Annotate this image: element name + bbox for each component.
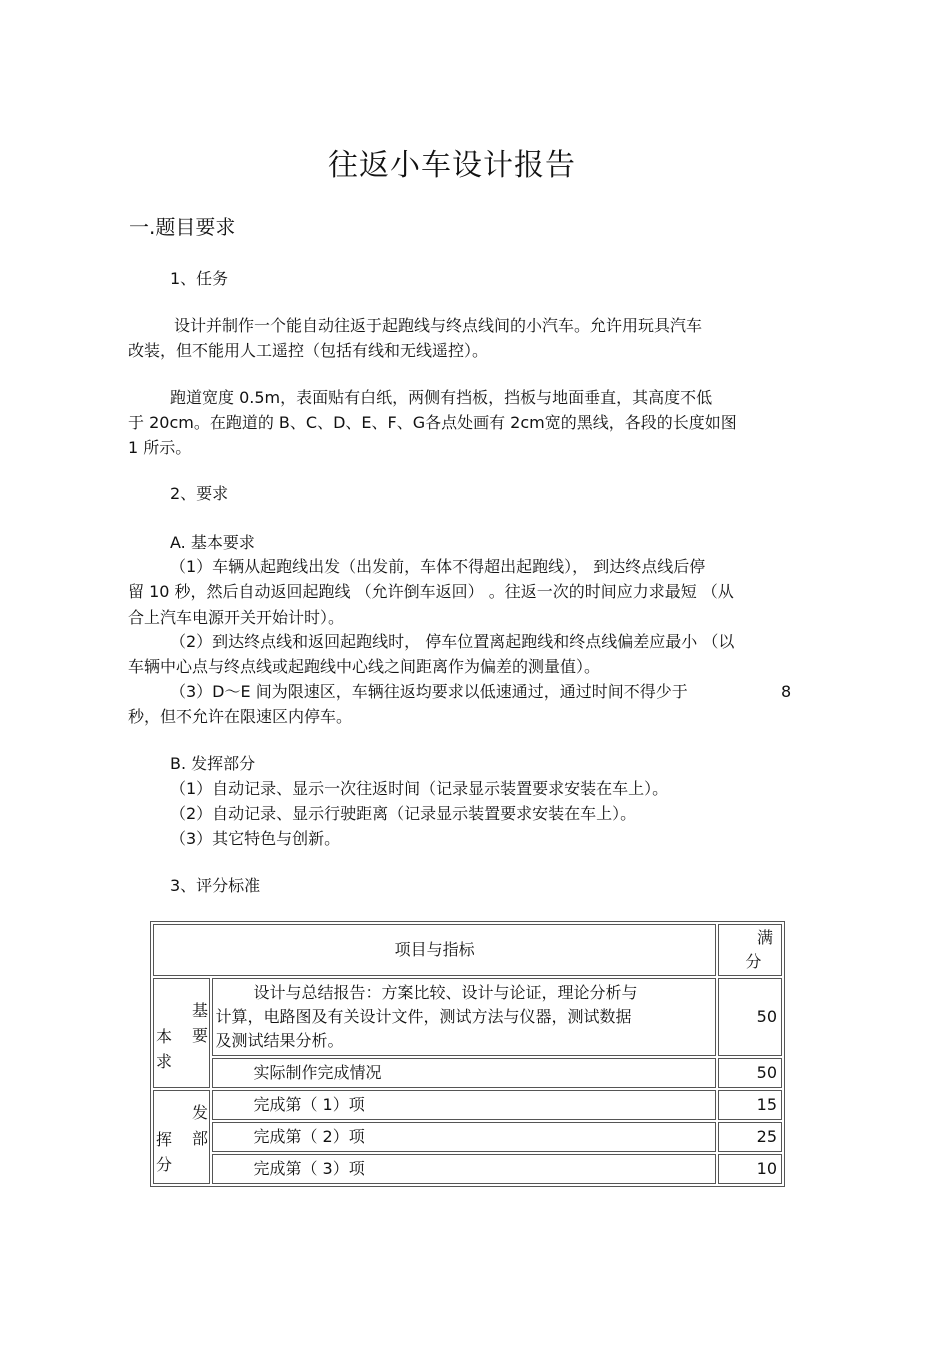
cell-text-line: 计算，电路图及有关设计文件，测试方法与仪器，测试数据 bbox=[215, 1007, 632, 1026]
paragraph-line: 合上汽车电源开关开始计时）。 bbox=[128, 608, 345, 627]
category-char: 分 bbox=[156, 1155, 173, 1174]
table-row bbox=[153, 1154, 782, 1184]
list-item: （2）自动记录、显示行驶距离（记录显示装置要求安装在车上）。 bbox=[170, 804, 637, 823]
table-row bbox=[153, 1090, 782, 1120]
list-item: （3）其它特色与创新。 bbox=[170, 829, 341, 848]
header-item-cell bbox=[153, 924, 716, 976]
paragraph-line: （3）D～E 间为限速区，车辆往返均要求以低速通过，通过时间不得少于 bbox=[170, 682, 688, 701]
category-char: 发 bbox=[192, 1103, 209, 1122]
header-score-cell bbox=[718, 924, 782, 976]
scoring-heading: 3、评分标准 bbox=[170, 876, 261, 895]
table-cell-item: 完成第（ 1）项 bbox=[212, 1090, 716, 1120]
scoring-table bbox=[150, 921, 785, 1187]
paragraph-line: 于 20cm。在跑道的 B、C、D、E、F、G各点处画有 2cm宽的黑线，各段的长度如图 bbox=[128, 413, 737, 432]
table-cell-score: 50 bbox=[718, 1058, 782, 1088]
basic-requirements-heading: A. 基本要求 bbox=[170, 533, 255, 552]
category-char: 要 bbox=[192, 1026, 209, 1045]
category-char: 基 bbox=[192, 1001, 209, 1020]
paragraph-line: 秒，但不允许在限速区内停车。 bbox=[128, 707, 353, 726]
document-title: 往返小车设计报告 bbox=[328, 148, 576, 183]
paragraph-line: 改装，但不能用人工遥控（包括有线和无线遥控）。 bbox=[128, 341, 489, 360]
paragraph-line: 1 所示。 bbox=[128, 438, 192, 457]
table-cell-score: 15 bbox=[718, 1090, 782, 1120]
task-heading: 1、任务 bbox=[170, 269, 229, 288]
category-char: 本 bbox=[156, 1027, 173, 1046]
table-row bbox=[153, 1058, 782, 1088]
table-cell-item bbox=[212, 978, 716, 1056]
header-score-char: 分 bbox=[745, 952, 762, 971]
category-char: 部 bbox=[192, 1129, 209, 1148]
table-cell-item: 完成第（ 3）项 bbox=[212, 1154, 716, 1184]
extension-heading: B. 发挥部分 bbox=[170, 754, 256, 773]
category-char: 求 bbox=[156, 1052, 173, 1071]
cell-text-line: 设计与总结报告：方案比较、设计与论证，理论分析与 bbox=[253, 983, 638, 1002]
paragraph-line: 车辆中心点与终点线或起跑线中心线之间距离作为偏差的测量值）。 bbox=[128, 657, 601, 676]
table-cell-item: 实际制作完成情况 bbox=[212, 1058, 716, 1088]
paragraph-line: （1）车辆从起跑线出发（出发前，车体不得超出起跑线）， 到达终点线后停 bbox=[170, 557, 706, 576]
category-char: 挥 bbox=[156, 1130, 173, 1149]
paragraph-line: 跑道宽度 0.5m，表面贴有白纸，两侧有挡板，挡板与地面垂直，其高度不低 bbox=[170, 388, 713, 407]
table-cell-score: 25 bbox=[718, 1122, 782, 1152]
table-row bbox=[153, 1122, 782, 1152]
requirements-heading: 2、要求 bbox=[170, 484, 229, 503]
header-score-char: 满 bbox=[756, 928, 773, 947]
table-cell-score: 50 bbox=[718, 978, 782, 1056]
table-header-row bbox=[153, 924, 782, 976]
paragraph-line: （2）到达终点线和返回起跑线时， 停车位置离起跑线和终点线偏差应最小 （以 bbox=[170, 632, 735, 651]
list-item: （1）自动记录、显示一次往返时间（记录显示装置要求安装在车上）。 bbox=[170, 779, 669, 798]
extension-category-cell bbox=[153, 1090, 210, 1184]
paragraph-number: 8 bbox=[781, 682, 792, 701]
table-cell-score: 10 bbox=[718, 1154, 782, 1184]
section-heading: 一.题目要求 bbox=[129, 215, 236, 239]
paragraph-line: 设计并制作一个能自动往返于起跑线与终点线间的小汽车。允许用玩具汽车 bbox=[174, 316, 703, 335]
basic-category-cell bbox=[153, 978, 210, 1088]
table-cell-item: 完成第（ 2）项 bbox=[212, 1122, 716, 1152]
paragraph-line: 留 10 秒，然后自动返回起跑线 （允许倒车返回） 。往返一次的时间应力求最短 （从 bbox=[128, 582, 734, 601]
table-row bbox=[153, 978, 782, 1056]
header-item: 项目与指标 bbox=[394, 940, 475, 959]
cell-text-line: 及测试结果分析。 bbox=[215, 1031, 344, 1050]
